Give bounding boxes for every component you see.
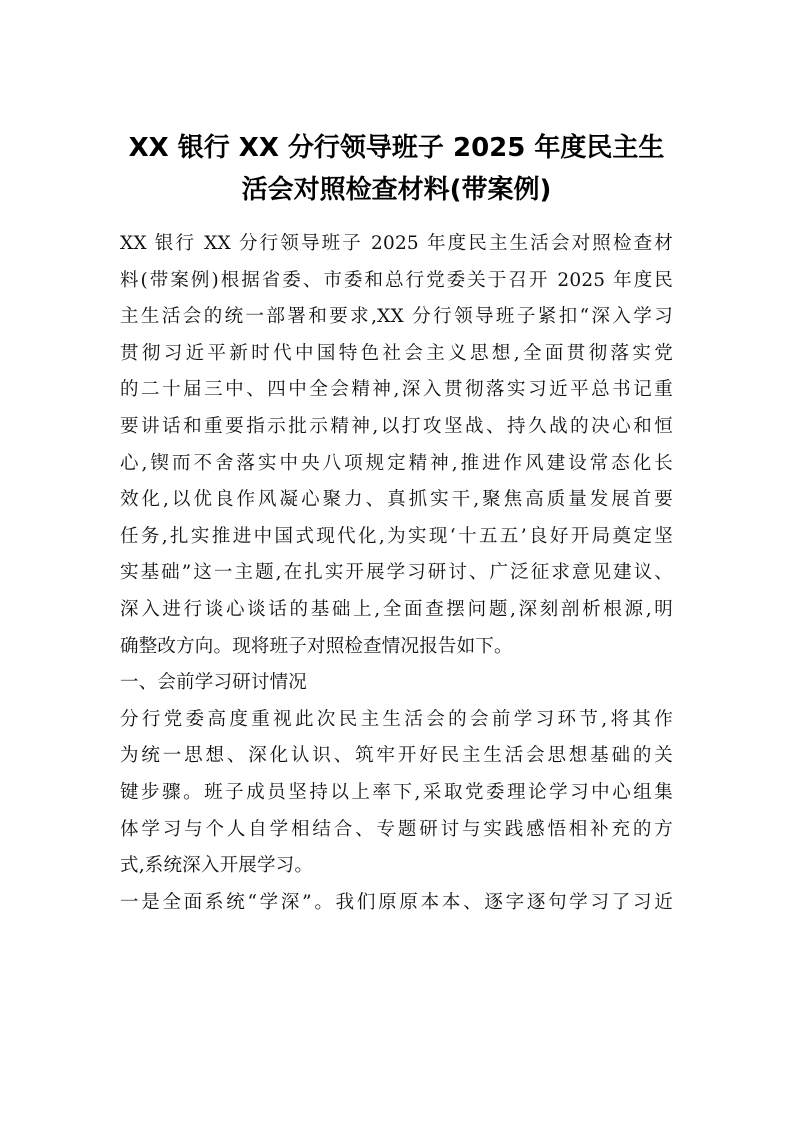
body-line: 体学习与个人自学相结合、专题研讨与实践感悟相补充的方: [120, 818, 673, 840]
body-line: 分行党委高度重视此次民主生活会的会前学习环节,将其作: [120, 708, 673, 730]
body-line: 心,锲而不舍落实中央八项规定精神,推进作风建设常态化长: [120, 452, 673, 474]
body-line: 主生活会的统一部署和要求,XX 分行领导班子紧扣“深入学习: [120, 306, 673, 328]
body-line: XX 银行 XX 分行领导班子 2025 年度民主生活会对照检查材: [120, 233, 673, 254]
document-body: [120, 226, 673, 921]
document-title-line-2: 活会对照检查材料(带案例): [241, 175, 552, 205]
body-line: 深入进行谈心谈话的基础上,全面查摆问题,深刻剖析根源,明: [120, 598, 673, 620]
body-line: 效化,以优良作风凝心聚力、真抓实干,聚焦高质量发展首要: [120, 489, 673, 511]
body-line: 式,系统深入开展学习。: [120, 855, 314, 877]
body-line: 为统一思想、深化认识、筑牢开好民主生活会思想基础的关: [120, 745, 673, 767]
body-line: 的二十届三中、四中全会精神,深入贯彻落实习近平总书记重: [120, 379, 673, 401]
body-line: 料(带案例)根据省委、市委和总行党委关于召开 2025 年度民: [120, 269, 673, 291]
body-line: 任务,扎实推进中国式现代化,为实现‘十五五’良好开局奠定坚: [120, 525, 673, 547]
body-line: 要讲话和重要指示批示精神,以打攻坚战、持久战的决心和恒: [120, 415, 673, 437]
body-line: 贯彻习近平新时代中国特色社会主义思想,全面贯彻落实党: [120, 342, 673, 364]
body-line: 实基础”这一主题,在扎实开展学习研讨、广泛征求意见建议、: [120, 562, 673, 584]
body-line: 一是全面系统“学深”。我们原原本本、逐字逐句学习了习近: [120, 891, 673, 913]
document-title-line-1: XX 银行 XX 分行领导班子 2025 年度民主生: [128, 133, 665, 163]
section-heading: 一、会前学习研讨情况: [120, 672, 308, 694]
body-line: 键步骤。班子成员坚持以上率下,采取党委理论学习中心组集: [120, 781, 673, 803]
body-line: 确整改方向。现将班子对照检查情况报告如下。: [120, 635, 513, 657]
